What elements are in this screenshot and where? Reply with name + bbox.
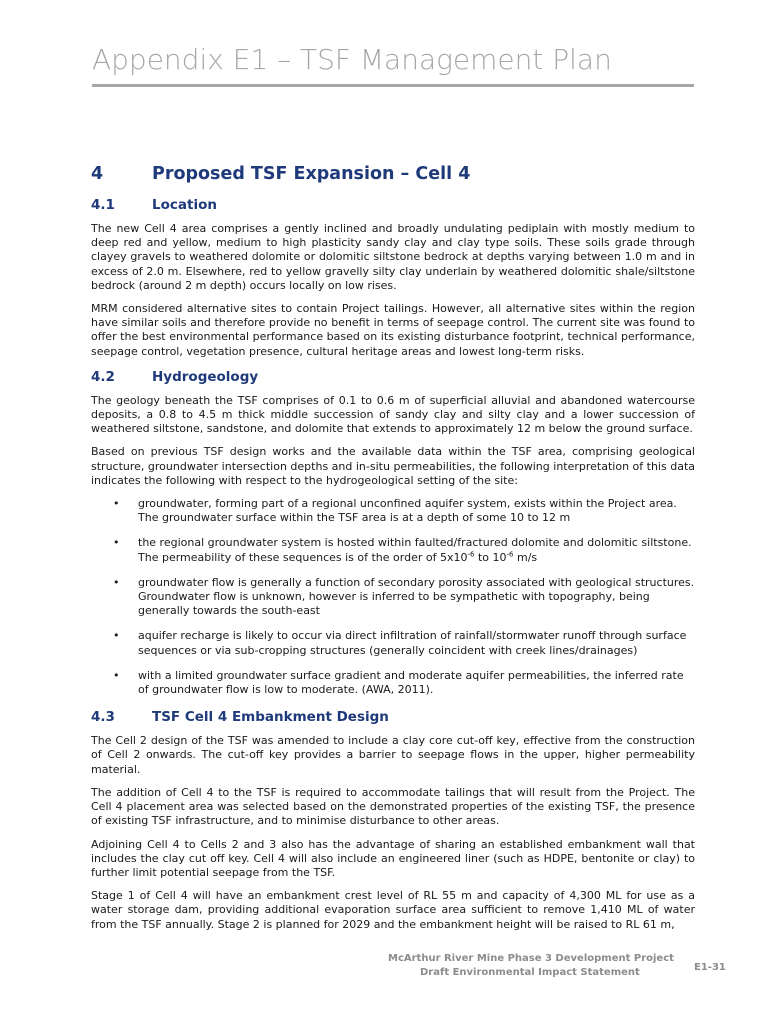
subsection-heading-location: [91, 196, 695, 214]
subsection-number: 4.3: [91, 709, 115, 726]
list-item: [91, 629, 695, 657]
list-item-text: aquifer recharge is likely to occur via direct infiltration of rainfall/stormwater runoff through surface sequences or via sub-cropping structures (generally coincident with creek lines/drainages): [138, 629, 687, 657]
subsection-title: TSF Cell 4 Embankment Design: [152, 709, 389, 726]
header-rule: [92, 84, 694, 87]
paragraph: MRM considered alternative sites to contain Project tailings. However, all alternative sites within the region have similar soils and therefore provide no benefit in terms of seepage control. The current site was found to offer the best environmental performance based on its existing disturbance footprint, technical performance, seepage control, vegetation presence, cultural heritage areas and lowest long-term risks.: [91, 302, 695, 358]
section-heading: [91, 162, 695, 186]
section-title: Proposed TSF Expansion – Cell 4: [152, 164, 471, 184]
bullet-icon: •: [113, 536, 120, 550]
bullet-icon: •: [113, 497, 120, 511]
bullet-icon: •: [113, 629, 120, 643]
list-item: [91, 497, 695, 525]
bullet-icon: •: [113, 668, 120, 682]
paragraph: The addition of Cell 4 to the TSF is required to accommodate tailings that will result from the Project. The Cell 4 placement area was selected based on the demonstrated properties of the existing TSF, the presence of existing TSF infrastructure, and to minimise disturbance to other areas.: [91, 785, 695, 828]
paragraph: Based on previous TSF design works and the available data within the TSF area, comprising geological structure, groundwater intersection depths and in-situ permeabilities, the following interpretation of this data indicates the following with respect to the hydrogeological setting of the site:: [91, 445, 695, 487]
permeability-text: The permeability of these sequences is of the order of $5x10^{-6}$ to $10^{-6}$ m/s: [138, 550, 538, 564]
page-number: E1-31: [694, 962, 726, 973]
paragraph: The geology beneath the TSF comprises of 0.1 to 0.6 m of superficial alluvial and abandoned watercourse deposits, a 0.8 to 4.5 m thick middle succession of sandy clay and silty clay and a lower succession of weathered siltstone, sandstone, and dolomite that extends to approximately 12 m below the ground surface.: [91, 393, 695, 436]
list-item: [91, 669, 695, 697]
paragraph: Stage 1 of Cell 4 will have an embankment crest level of RL 55 m and capacity of 4,300 ML for use as a water storage dam, providing additional evaporation surface area sufficient to remove 1,410 ML of water from the TSF annually. Stage 2 is planned for 2029 and the embankment height will be raised to RL 61 m,: [91, 889, 695, 931]
document-body: [91, 162, 695, 941]
subsection-title: Location: [152, 197, 217, 213]
page-header: [92, 42, 694, 87]
list-item-text: the regional groundwater system is hosted within faulted/fractured dolomite and dolomitic siltstone.: [138, 536, 692, 550]
list-item-text: groundwater flow is generally a function of secondary porosity associated with geological structures. Groundwater flow is unknown, however is inferred to be sympathetic with topography, being generally towards the south-east: [138, 575, 695, 618]
paragraph: The new Cell 4 area comprises a gently inclined and broadly undulating pediplain with mostly medium to deep red and yellow, medium to high plasticity sandy clay and clay type soils. These soils grade through clayey gravels to weathered dolomite or dolomitic siltstone bedrock at depths varying between 1.0 m and in excess of 2.0 m. Elsewhere, red to yellow gravelly silty clay underlain by weathered dolomitic shale/siltstone bedrock (around 2 m depth) occurs locally on low rises.: [91, 222, 695, 292]
subsection-number: 4.2: [91, 368, 115, 385]
subsection-heading-hydrogeology: [91, 368, 695, 386]
bullet-list: [91, 497, 695, 697]
bullet-icon: •: [113, 575, 120, 589]
list-item-text: with a limited groundwater surface gradient and moderate aquifer permeabilities, the inferred rate of groundwater flow is low to moderate. (AWA, 2011).: [138, 668, 684, 697]
subsection-number: 4.1: [91, 197, 115, 213]
paragraph: The Cell 2 design of the TSF was amended to include a clay core cut-off key, effective from the construction of Cell 2 onwards. The cut-off key provides a barrier to seepage flows in the upper, higher permeability material.: [91, 734, 695, 776]
footer-document-name: Draft Environmental Impact Statement: [420, 967, 640, 978]
subsection-title: Hydrogeology: [152, 368, 259, 385]
section-number: 4: [91, 164, 104, 184]
footer-project-name: McArthur River Mine Phase 3 Development Project: [388, 953, 674, 964]
header-title: Appendix E1 – TSF Management Plan: [92, 43, 612, 76]
subsection-heading-embankment: [91, 708, 695, 726]
paragraph: Adjoining Cell 4 to Cells 2 and 3 also has the advantage of sharing an established embankment wall that includes the clay cut off key. Cell 4 will also include an engineered liner (such as HDPE, bentonite or clay) to further limit potential seepage from the TSF.: [91, 837, 695, 879]
list-item: [91, 536, 695, 564]
list-item: [91, 576, 695, 619]
list-item-text: groundwater, forming part of a regional unconfined aquifer system, exists within the Project area. The groundwater surface within the TSF area is at a depth of some 10 to 12 m: [138, 497, 677, 525]
